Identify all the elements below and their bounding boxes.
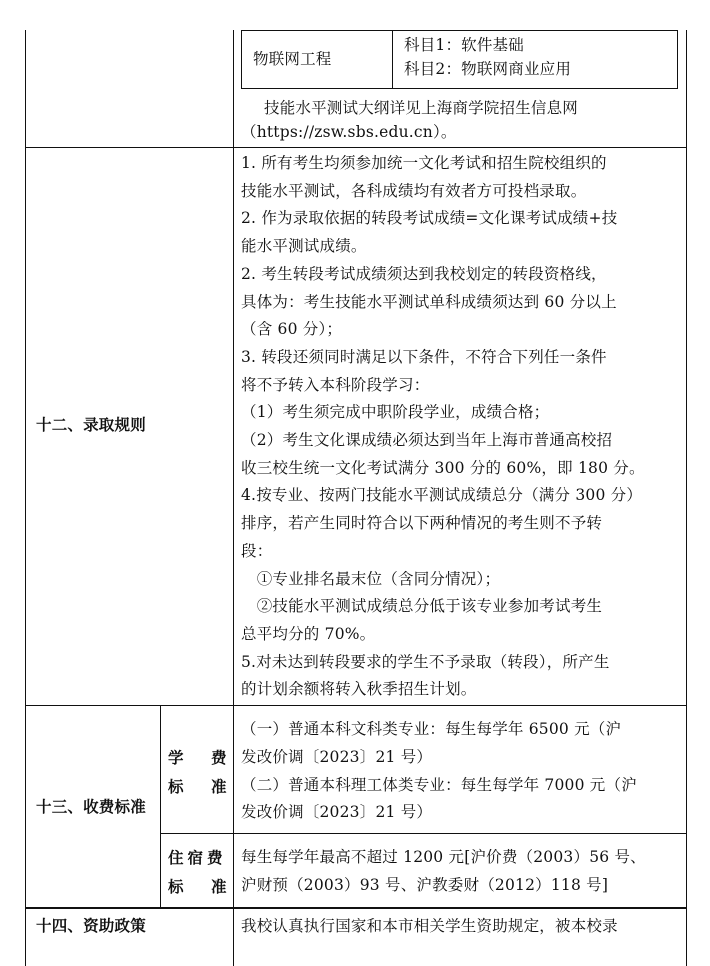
s12-line: （2）考生文化课成绩必须达到当年上海市普通高校招 [241,431,613,449]
lodging-label-bottom: 标 准 [168,878,233,896]
table-left-border [25,30,26,966]
s12-line: 段： [241,541,273,560]
s13l-line: 每生每学年最高不超过 1200 元[沪价费（2003）56 号、 [241,848,646,866]
fee-sub-row-separator [160,833,687,834]
row-separator-14 [25,907,687,909]
s13t-line: （一）普通本科文科类专业：每生每学年 6500 元（沪 [241,720,622,738]
section14-label: 十四、资助政策 [36,917,146,935]
s12-line: 3. 转段还须同时满足以下条件，不符合下列任一条件 [241,347,607,366]
s12-line: 排序，若产生同时符合以下两种情况的考生则不予转 [241,514,603,533]
s12-line: 4.按专业、按两门技能水平测试成绩总分（满分 300 分） [241,486,643,505]
subject-table-top [241,30,678,31]
tuition-label-bottom: 标 准 [168,778,233,796]
s13t-line: 发改价调〔2023〕21 号） [241,747,433,766]
s12-line: 1. 所有考生均须参加统一文化考试和招生院校组织的 [241,154,607,172]
subject-table-bottom [241,88,678,89]
s12-line: 技能水平测试，各科成绩均有效者方可投档录取。 [241,181,587,200]
table-right-border [686,30,687,966]
s12-line: 2. 作为录取依据的转段考试成绩=文化课考试成绩+技 [241,209,618,228]
section13-label: 十三、收费标准 [36,798,146,816]
s12-line: ①专业排名最末位（含同分情况）； [241,569,501,588]
subject-item-1: 科目1：软件基础 [404,36,524,54]
s12-line: 5.对未达到转段要求的学生不予录取（转段），所产生 [241,652,610,671]
lodging-label-top: 住宿费 [168,849,227,867]
s13t-line: （二）普通本科理工体类专业：每生每学年 7000 元（沪 [241,775,637,794]
s12-line: 具体为：考生技能水平测试单科成绩须达到 60 分以上 [241,292,617,311]
s12-line: 2. 考生转段考试成绩须达到我校划定的转段资格线， [241,264,607,283]
s13t-line: 发改价调〔2023〕21 号） [241,803,433,822]
subject-major: 物联网工程 [253,50,332,68]
s12-line: （1）考生须完成中职阶段学业，成绩合格； [241,403,550,422]
fee-sub-divider-left [160,705,161,908]
outline-note-line-2: （https://zsw.sbs.edu.cn）。 [241,123,457,141]
section12-label: 十二、录取规则 [36,416,146,434]
s12-line: （含 60 分）； [241,320,343,339]
subject-table-left [241,30,242,88]
s12-line: 的计划余额将转入秋季招生计划。 [241,680,477,699]
s12-line: 总平均分的 70%。 [241,624,376,643]
row-separator-13 [25,705,687,706]
tuition-label-top: 学 费 [168,749,233,767]
outline-note-line-1: 技能水平测试大纲详见上海商学院招生信息网 [264,99,579,117]
subject-item-2: 科目2：物联网商业应用 [404,60,572,78]
row-separator-12 [25,147,687,148]
s14-line: 我校认真执行国家和本市相关学生资助规定，被本校录 [241,917,618,935]
s12-line: 将不予转入本科阶段学习： [241,375,430,394]
s12-line: 收三校生统一文化考试满分 300 分的 60%，即 180 分。 [241,458,645,477]
subject-table-middle [392,30,393,88]
label-column-divider [233,30,234,966]
s12-line: 能水平测试成绩。 [241,237,367,256]
s13l-line: 沪财预（2003）93 号、沪教委财（2012）118 号] [241,876,609,894]
s12-line: ②技能水平测试成绩总分低于该专业参加考试考生 [241,597,603,616]
subject-table-right [677,30,678,88]
